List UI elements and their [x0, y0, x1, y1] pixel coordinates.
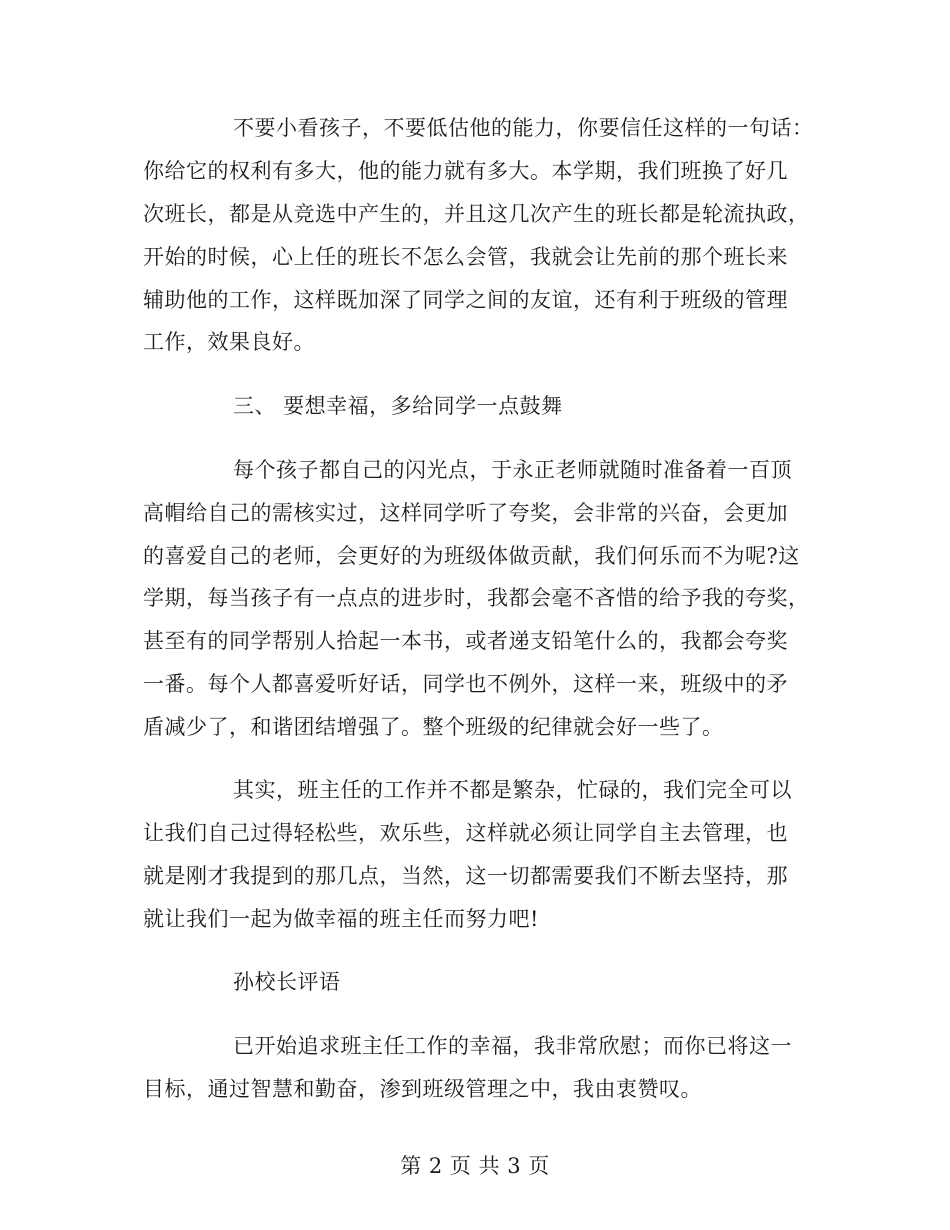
paragraph-4-line-1: 已开始追求班主任工作的幸福，我非常欣慰；而你已将这一 — [233, 1034, 792, 1058]
paragraph-1-line-2: 你给它的权利有多大，他的能力就有多大。本学期，我们班换了好几 — [143, 159, 788, 183]
paragraph-1-line-3: 次班长，都是从竞选中产生的，并且这几次产生的班长都是轮流执政， — [143, 202, 810, 226]
paragraph-1-line-4: 开始的时候，心上任的班长不怎么会管，我就会让先前的那个班长来 — [143, 245, 788, 269]
page-number-footer: 第 2 页 共 3 页 — [400, 1154, 550, 1178]
paragraph-1-line-5: 辅助他的工作，这样既加深了同学之间的友谊，还有利于班级的管理 — [143, 288, 788, 312]
comment-title: 孙校长评语 — [233, 970, 341, 994]
paragraph-4-line-2: 目标，通过智慧和勤奋，渗到班级管理之中，我由衷赞叹。 — [143, 1077, 702, 1101]
paragraph-1-line-6: 工作，效果良好。 — [143, 330, 315, 354]
paragraph-2-line-4: 学期，每当孩子有一点点的进步时，我都会毫不吝惜的给予我的夸奖， — [143, 586, 810, 610]
paragraph-3-line-3: 就是刚才我提到的那几点，当然，这一切都需要我们不断去坚持，那 — [143, 864, 788, 888]
paragraph-2-line-6: 一番。每个人都喜爱听好话，同学也不例外，这样一来，班级中的矛 — [143, 672, 788, 696]
paragraph-3-line-1: 其实，班主任的工作并不都是繁杂，忙碌的，我们完全可以 — [233, 778, 792, 802]
paragraph-2-line-1: 每个孩子都自己的闪光点，于永正老师就随时准备着一百顶 — [233, 458, 792, 482]
paragraph-2-line-5: 甚至有的同学帮别人拾起一本书，或者递支铅笔什么的，我都会夸奖 — [143, 629, 788, 653]
paragraph-2-line-7: 盾减少了，和谐团结增强了。整个班级的纪律就会好一些了。 — [143, 715, 724, 739]
paragraph-2-line-2: 高帽给自己的需核实过，这样同学听了夸奖，会非常的兴奋，会更加 — [143, 501, 788, 525]
paragraph-3-line-4: 就让我们一起为做幸福的班主任而努力吧! — [143, 907, 539, 931]
section-heading: 三、 要想幸福，多给同学一点鼓舞 — [233, 394, 563, 418]
paragraph-3-line-2: 让我们自己过得轻松些，欢乐些，这样就必须让同学自主去管理，也 — [143, 821, 788, 845]
paragraph-1-line-1: 不要小看孩子，不要低估他的能力，你要信任这样的一句话： — [233, 116, 814, 140]
paragraph-2-line-3: 的喜爱自己的老师，会更好的为班级体做贡献，我们何乐而不为呢?这 — [143, 544, 800, 568]
